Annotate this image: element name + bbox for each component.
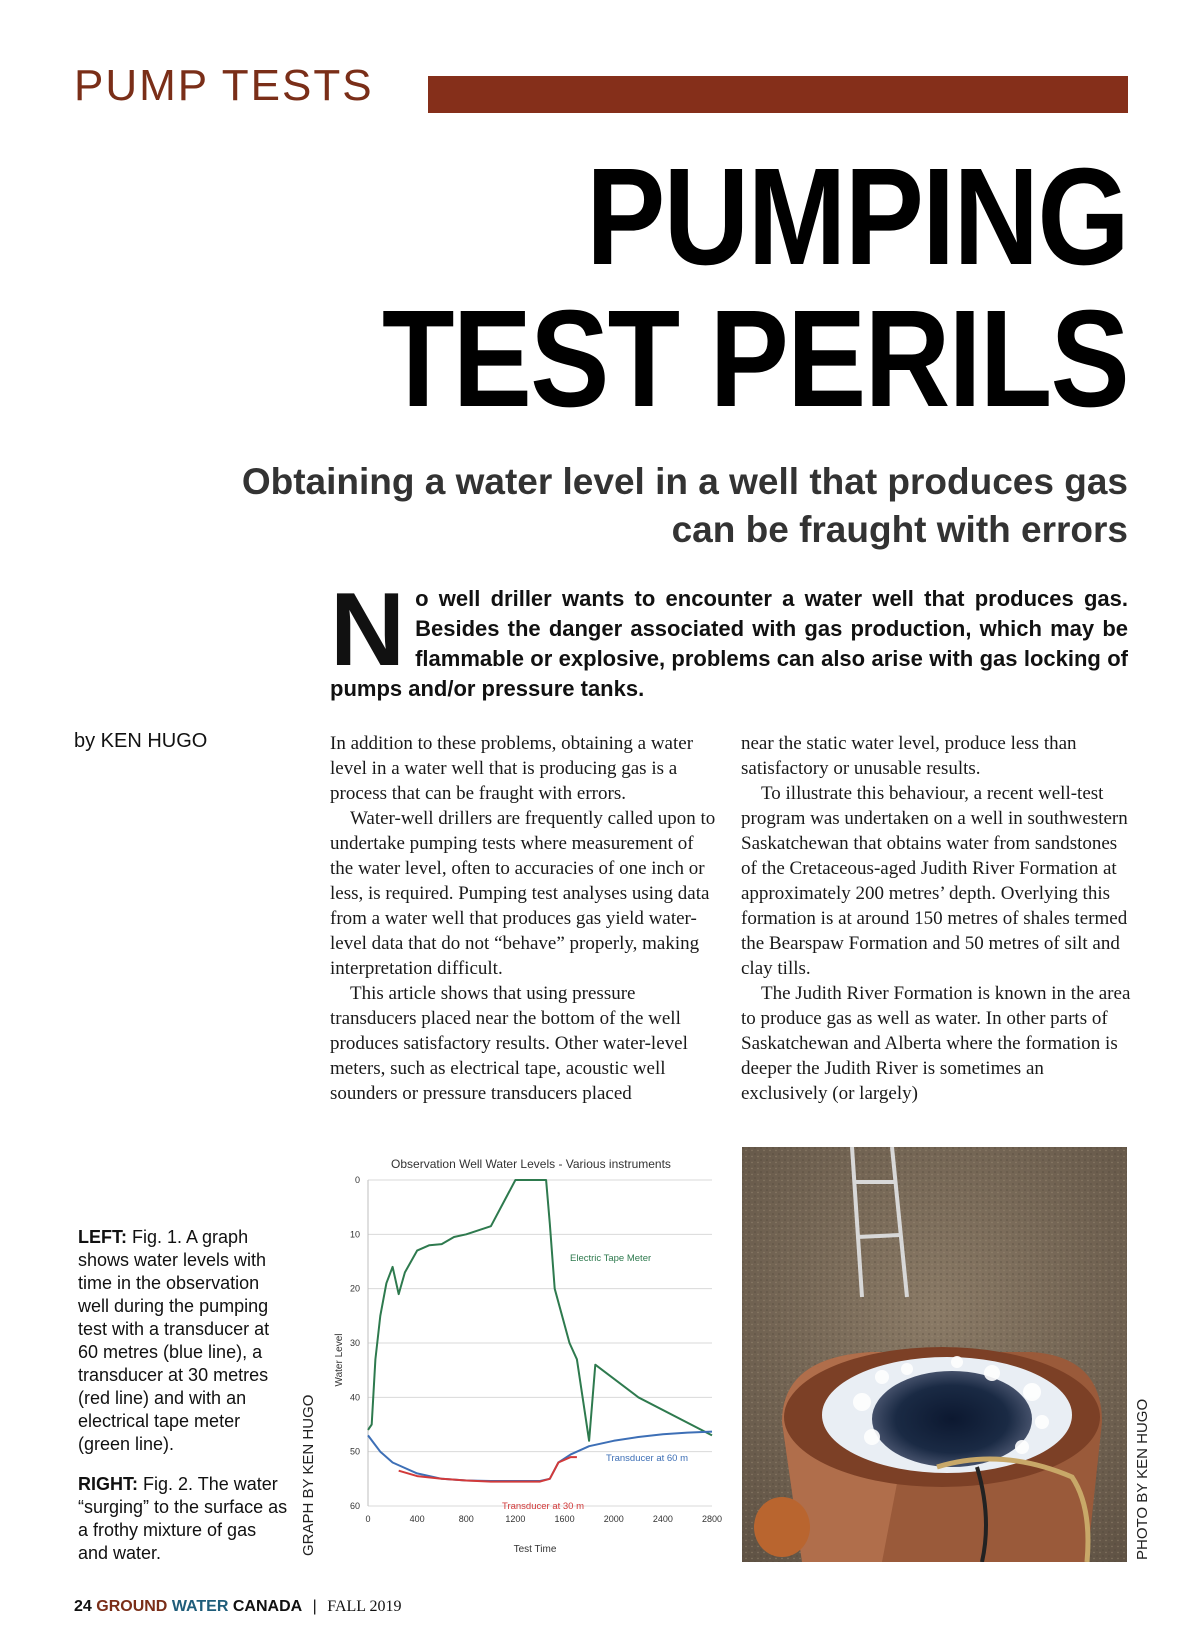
section-bar — [428, 76, 1128, 113]
graph-credit: GRAPH BY KEN HUGO — [300, 1394, 317, 1556]
water-level-chart — [330, 1150, 726, 1560]
subheadline-line-1: Obtaining a water level in a well that produces gas — [241, 461, 1128, 502]
lede-text: o well driller wants to encounter a water well that produces gas. Besides the danger associated with gas production, which may be flammable or explosive, problems can also arise with gas locking of pumps and/or pressure tanks. — [330, 586, 1128, 701]
caption-left — [78, 1226, 288, 1456]
y-tick-label: 30 — [349, 1338, 360, 1348]
x-tick-label: 1600 — [554, 1514, 575, 1524]
series-line-3 — [399, 1457, 577, 1482]
body-column-2 — [741, 731, 1131, 1106]
photo-credit: PHOTO BY KEN HUGO — [1134, 1398, 1151, 1560]
x-tick-label: 2800 — [701, 1514, 723, 1524]
x-tick-label: 2000 — [603, 1514, 624, 1524]
issue-date: FALL 2019 — [327, 1598, 402, 1615]
body-paragraph: Water-well drillers are frequently called upon to undertake pumping tests where measurement of the water level, often to accuracies of one inch or less, is required. Pumping test analyses using data from a water well that produces gas yield water-level data that do not “behave” properly, making interpretation difficult. — [330, 808, 716, 979]
headline — [302, 140, 1128, 436]
caption-right-text: Fig. 2. The water “surging” to the surface as a frothy mixture of gas and water. — [78, 1474, 288, 1563]
series-label-transducer-60: Transducer at 60 m — [606, 1453, 689, 1464]
subheadline — [168, 458, 1128, 554]
series-label-electric-tape: Electric Tape Meter — [570, 1253, 652, 1264]
headline-line-1: PUMPING — [586, 140, 1128, 294]
x-tick-label: 1200 — [505, 1514, 526, 1524]
y-tick-label: 40 — [349, 1392, 360, 1403]
y-axis-ticks — [350, 1175, 360, 1511]
x-tick-label: 2400 — [652, 1514, 673, 1524]
body-paragraph: To illustrate this behaviour, a recent well-test program was undertaken on a well in southwestern Saskatchewan that obtains water from sandstones of the Cretaceous-aged Judith River Formation at approximately 200 metres’ depth. Overlying this formation is at around 150 metres of shales termed the Bearspaw Formation and 50 metres of silt and clay tills. — [741, 783, 1128, 979]
body-paragraph: near the static water level, produce less than satisfactory or unusable results. — [741, 733, 1077, 779]
page-number: 24 — [74, 1598, 92, 1615]
body-paragraph: In addition to these problems, obtaining a water level in a water well that is producing gas is a process that can be fraught with errors. — [330, 733, 694, 804]
magazine-name-ground: GROUND — [96, 1598, 168, 1615]
gas-surging-photo — [742, 1147, 1127, 1562]
series-line-1 — [368, 1180, 712, 1441]
caption-right — [78, 1473, 288, 1565]
caption-left-text: Fig. 1. A graph shows water levels with time in the observation well during the pumping test with a transducer at 60 metres (blue line), a transducer at 30 metres (red line) and with an electrical tape meter (green line). — [78, 1227, 270, 1454]
x-tick-label: 400 — [409, 1514, 425, 1524]
x-axis-label: Test Time — [513, 1544, 557, 1555]
chart-series — [368, 1180, 712, 1482]
byline: by KEN HUGO — [74, 730, 208, 752]
caption-left-label: LEFT: — [78, 1227, 127, 1247]
drop-cap: N — [330, 572, 406, 688]
caption-right-label: RIGHT: — [78, 1474, 138, 1494]
headline-line-2: TEST PERILS — [381, 282, 1128, 436]
body-paragraph: This article shows that using pressure transducers placed near the bottom of the well produces satisfactory results. Other water-level meters, such as electrical tape, acoustic well sounders or pressure transducers placed — [330, 983, 688, 1104]
x-tick-label: 0 — [365, 1514, 371, 1524]
body-column-1 — [330, 731, 720, 1106]
x-tick-label: 800 — [458, 1514, 474, 1524]
chart-svg — [330, 1150, 726, 1560]
magazine-name-canada: CANADA — [232, 1598, 303, 1615]
chart-title: Observation Well Water Levels - Various instruments — [391, 1157, 671, 1171]
body-paragraph: The Judith River Formation is known in the area to produce gas as well as water. In other parts of Saskatchewan and Alberta where the formation is deeper the Judith River is sometimes an exclusively (or largely) — [741, 983, 1131, 1104]
magazine-name-water: WATER — [171, 1598, 229, 1615]
section-label: PUMP TESTS — [74, 61, 374, 110]
y-axis-label: Water Level — [334, 1333, 345, 1387]
y-tick-label: 10 — [349, 1229, 360, 1240]
y-tick-label: 0 — [354, 1175, 360, 1185]
x-axis-ticks — [365, 1514, 722, 1524]
y-tick-label: 60 — [349, 1501, 360, 1511]
page-footer — [74, 1598, 401, 1616]
photo-illustration — [742, 1147, 1127, 1562]
lede-paragraph — [330, 572, 1128, 704]
y-tick-label: 50 — [349, 1446, 360, 1457]
series-label-transducer-30: Transducer at 30 m — [502, 1501, 585, 1512]
subheadline-line-2: can be fraught with errors — [671, 509, 1128, 550]
footer-separator: | — [312, 1598, 317, 1615]
y-tick-label: 20 — [349, 1283, 360, 1294]
